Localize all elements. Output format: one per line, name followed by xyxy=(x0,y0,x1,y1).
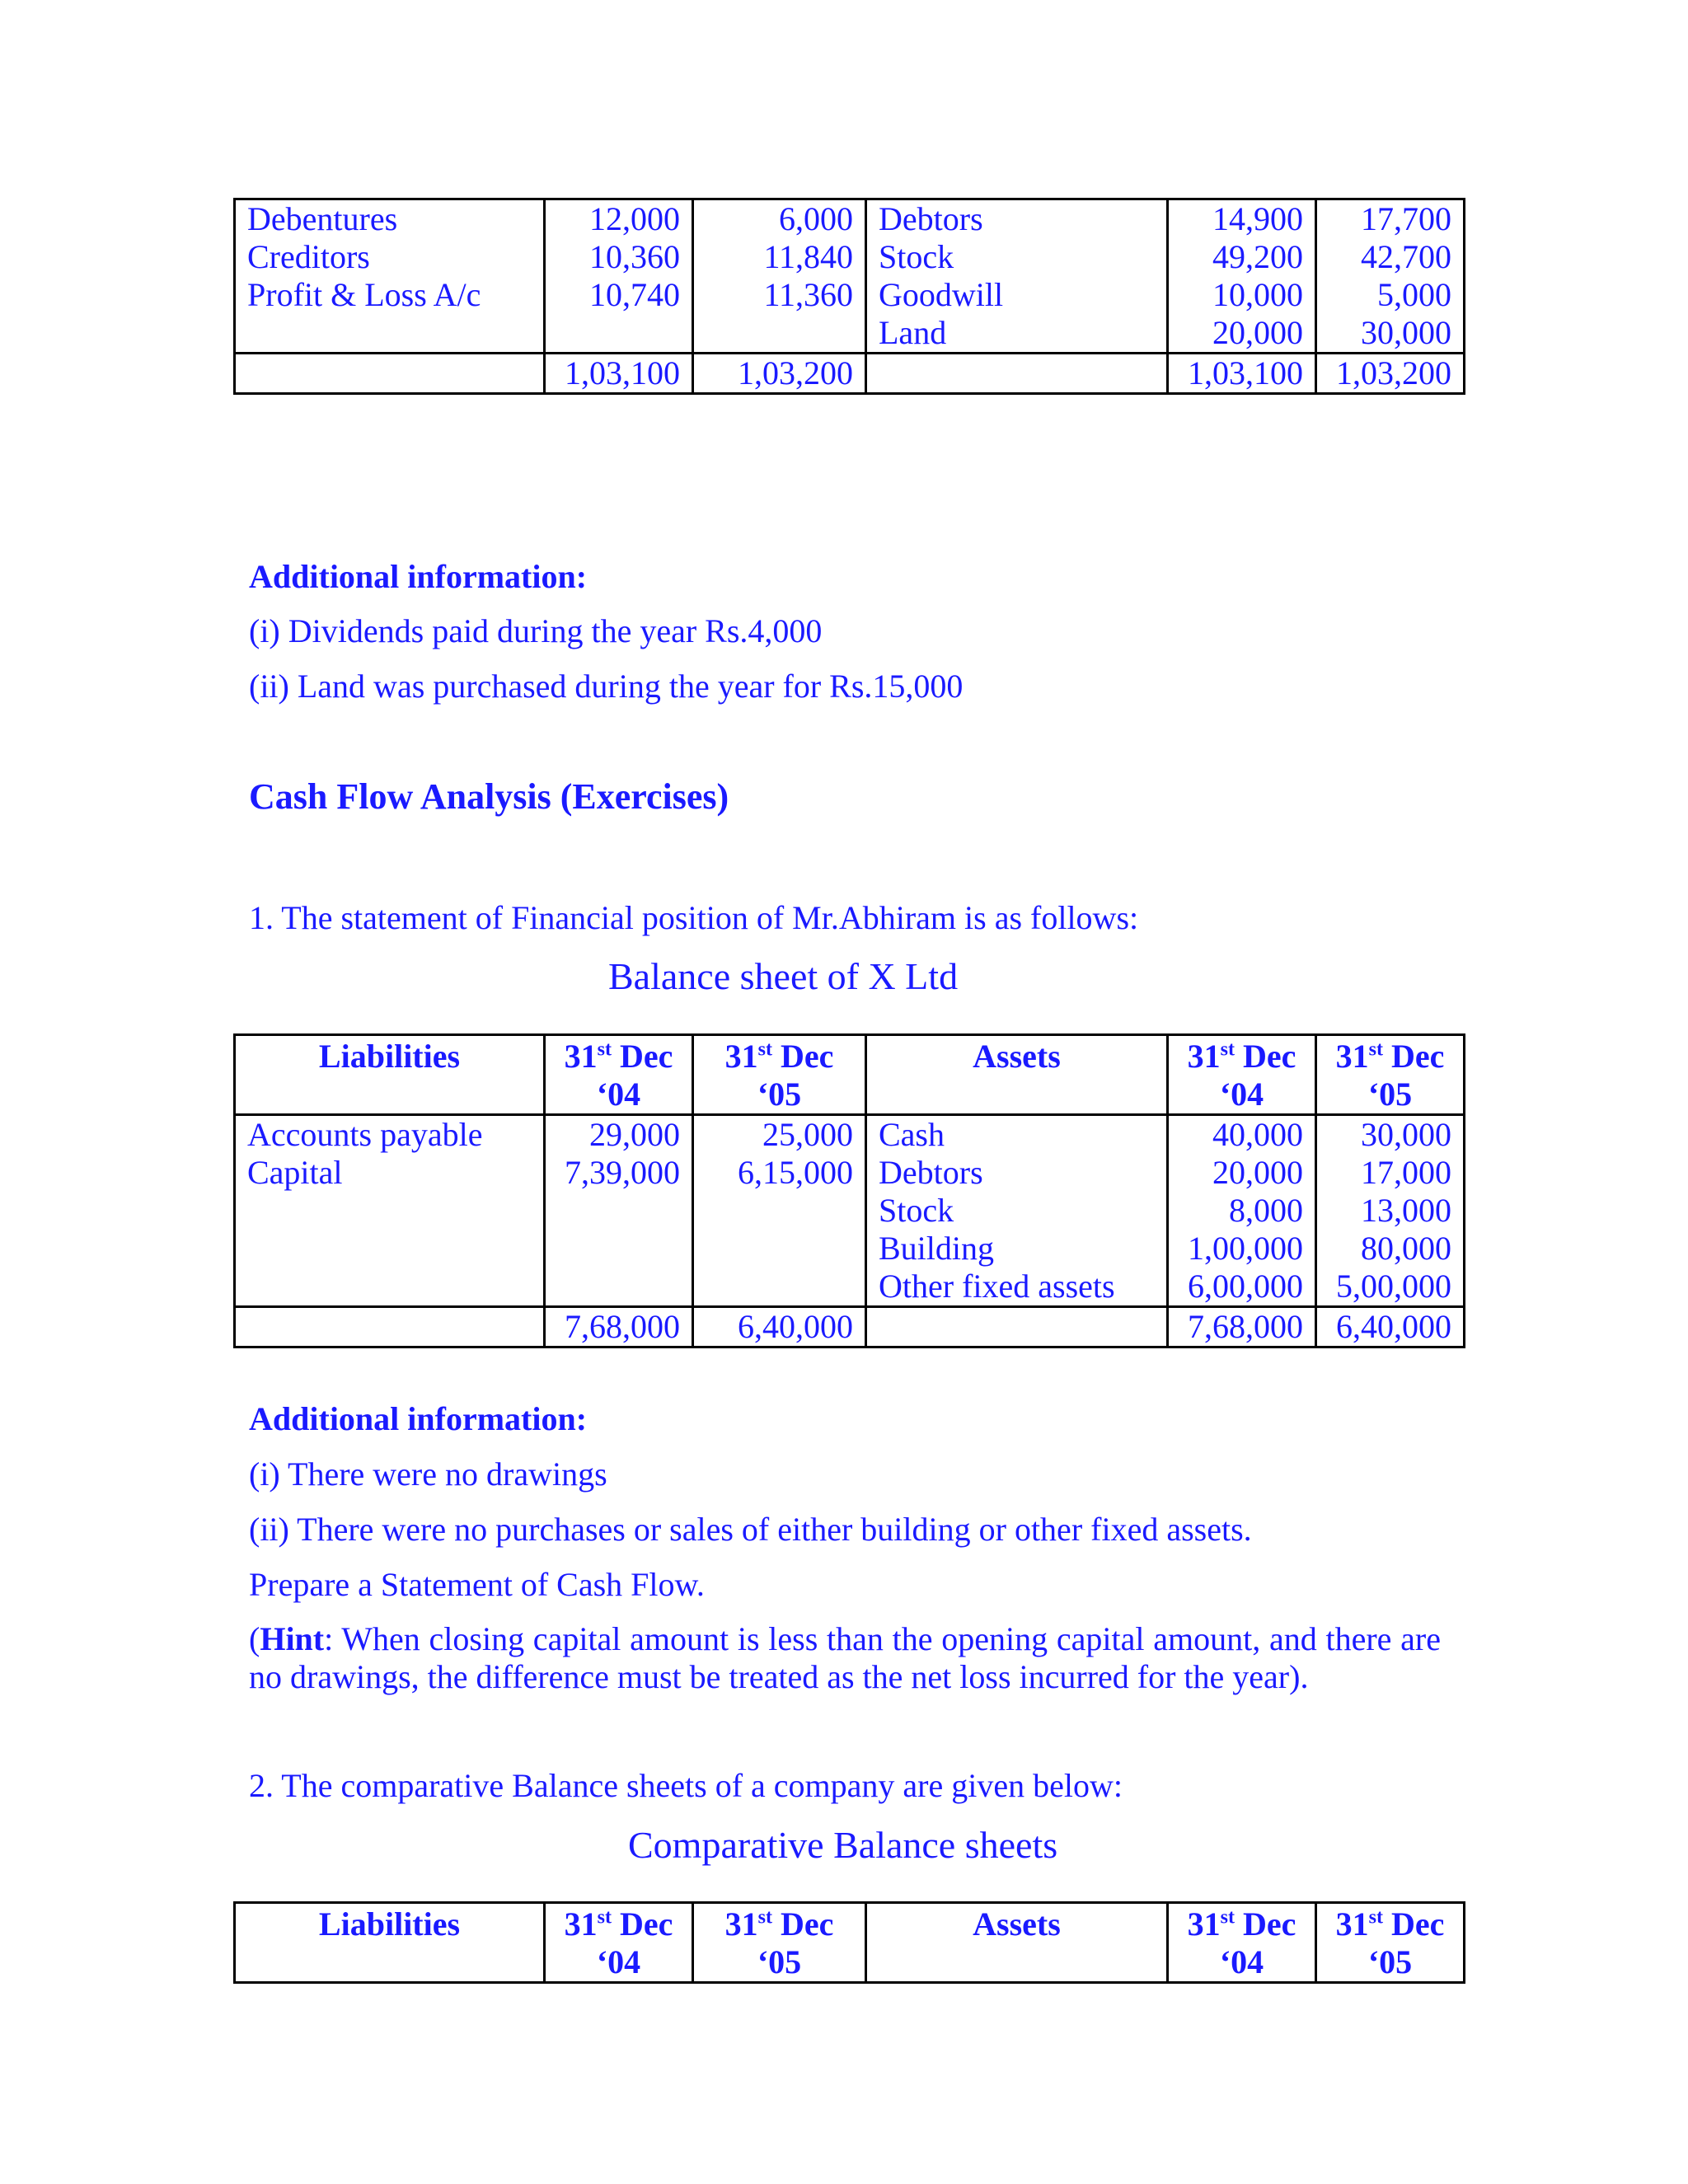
info-item: (ii) Land was purchased during the year for Rs.15,000 xyxy=(249,668,964,705)
total-amount: 1,03,100 xyxy=(545,354,693,394)
amount: 29,000 xyxy=(589,1116,680,1153)
section-title: Cash Flow Analysis (Exercises) xyxy=(249,776,729,817)
totals-row xyxy=(235,354,1465,394)
liab-2004-cell xyxy=(545,199,693,354)
balance-sheet-table-continued xyxy=(233,198,1465,395)
amount: 5,000 xyxy=(1377,276,1451,313)
amount: 11,840 xyxy=(763,238,853,275)
date-header: 31st Dec ‘04 xyxy=(1168,1035,1316,1115)
amount: 42,700 xyxy=(1361,238,1451,275)
header-row xyxy=(235,1903,1465,1983)
asset-name: Debtors xyxy=(879,200,983,237)
header-row xyxy=(235,1035,1465,1115)
table-title: Balance sheet of X Ltd xyxy=(608,955,959,997)
liabilities-header: Liabilities xyxy=(235,1903,545,1983)
liab-2005-cell xyxy=(693,199,866,354)
assets-header: Assets xyxy=(866,1903,1168,1983)
amount: 6,000 xyxy=(779,200,853,237)
table-title: Comparative Balance sheets xyxy=(628,1824,1058,1866)
amount: 6,15,000 xyxy=(738,1154,853,1191)
assets-header: Assets xyxy=(866,1035,1168,1115)
amount: 8,000 xyxy=(1229,1192,1303,1229)
hint-label: Hint xyxy=(260,1620,325,1657)
total-amount: 1,03,200 xyxy=(1316,354,1465,394)
total-amount: 1,03,100 xyxy=(1168,354,1316,394)
totals-row xyxy=(235,1307,1465,1347)
amount: 6,00,000 xyxy=(1188,1268,1303,1305)
liabilities-cell xyxy=(235,199,545,354)
total-amount: 1,03,200 xyxy=(693,354,866,394)
amount: 10,740 xyxy=(589,276,680,313)
liab-2005-cell xyxy=(693,1115,866,1307)
total-amount: 6,40,000 xyxy=(1316,1307,1465,1347)
amount: 10,000 xyxy=(1212,276,1303,313)
table-row xyxy=(235,199,1465,354)
table-row xyxy=(235,1115,1465,1307)
amount: 10,360 xyxy=(589,238,680,275)
asset-name: Other fixed assets xyxy=(879,1268,1115,1305)
assets-2005-cell xyxy=(1316,1115,1465,1307)
amount: 20,000 xyxy=(1212,314,1303,351)
amount: 80,000 xyxy=(1361,1230,1451,1267)
instruction-text: Prepare a Statement of Cash Flow. xyxy=(249,1566,705,1603)
liability-name: Capital xyxy=(247,1154,343,1191)
assets-cell xyxy=(866,199,1168,354)
total-amount: 7,68,000 xyxy=(1168,1307,1316,1347)
liability-name: Debentures xyxy=(247,200,398,237)
amount: 30,000 xyxy=(1361,314,1451,351)
amount: 7,39,000 xyxy=(565,1154,680,1191)
additional-info-heading: Additional information: xyxy=(249,558,588,595)
liability-name: Creditors xyxy=(247,238,370,275)
asset-name: Stock xyxy=(879,238,954,275)
assets-2004-cell xyxy=(1168,199,1316,354)
amount: 20,000 xyxy=(1212,1154,1303,1191)
date-header: 31st Dec ‘05 xyxy=(693,1903,866,1983)
amount: 1,00,000 xyxy=(1188,1230,1303,1267)
asset-name: Debtors xyxy=(879,1154,983,1191)
assets-2004-cell xyxy=(1168,1115,1316,1307)
liabilities-header: Liabilities xyxy=(235,1035,545,1115)
asset-name: Stock xyxy=(879,1192,954,1229)
liability-name: Profit & Loss A/c xyxy=(247,276,481,313)
info-item: (ii) There were no purchases or sales of either building or other fixed assets. xyxy=(249,1511,1252,1548)
exercise-question: 1. The statement of Financial position of Mr.Abhiram is as follows: xyxy=(249,899,1139,936)
comparative-balance-sheet-table xyxy=(233,1901,1465,1984)
total-amount: 7,68,000 xyxy=(545,1307,693,1347)
amount: 13,000 xyxy=(1361,1192,1451,1229)
date-header: 31st Dec ‘05 xyxy=(1316,1903,1465,1983)
liab-2004-cell xyxy=(545,1115,693,1307)
hint-paragraph: (Hint: When closing capital amount is less than the opening capital amount, and there are no drawings, the difference must be treated as the net loss incurred for the year). xyxy=(249,1620,1441,1695)
date-header: 31st Dec ‘04 xyxy=(1168,1903,1316,1983)
amount: 49,200 xyxy=(1212,238,1303,275)
exercise-question: 2. The comparative Balance sheets of a company are given below: xyxy=(249,1767,1123,1804)
date-header: 31st Dec ‘04 xyxy=(545,1903,693,1983)
liabilities-cell xyxy=(235,1115,545,1307)
info-item: (i) Dividends paid during the year Rs.4,000 xyxy=(249,612,823,649)
balance-sheet-table xyxy=(233,1033,1465,1348)
liability-name: Accounts payable xyxy=(247,1116,483,1153)
date-header: 31st Dec ‘05 xyxy=(693,1035,866,1115)
amount: 12,000 xyxy=(589,200,680,237)
date-header: 31st Dec ‘05 xyxy=(1316,1035,1465,1115)
amount: 30,000 xyxy=(1361,1116,1451,1153)
amount: 17,700 xyxy=(1361,200,1451,237)
amount: 14,900 xyxy=(1212,200,1303,237)
info-item: (i) There were no drawings xyxy=(249,1455,607,1493)
asset-name: Land xyxy=(879,314,947,351)
hint-text: : When closing capital amount is less than the opening capital amount, and there are no drawings, the difference must be treated as the net loss incurred for the year). xyxy=(249,1620,1441,1695)
additional-info-heading: Additional information: xyxy=(249,1400,588,1437)
asset-name: Goodwill xyxy=(879,276,1004,313)
amount: 17,000 xyxy=(1361,1154,1451,1191)
amount: 5,00,000 xyxy=(1336,1268,1451,1305)
asset-name: Cash xyxy=(879,1116,945,1153)
amount: 40,000 xyxy=(1212,1116,1303,1153)
assets-2005-cell xyxy=(1316,199,1465,354)
date-header: 31st Dec ‘04 xyxy=(545,1035,693,1115)
total-amount: 6,40,000 xyxy=(693,1307,866,1347)
asset-name: Building xyxy=(879,1230,995,1267)
amount: 11,360 xyxy=(763,276,853,313)
assets-cell xyxy=(866,1115,1168,1307)
amount: 25,000 xyxy=(762,1116,853,1153)
